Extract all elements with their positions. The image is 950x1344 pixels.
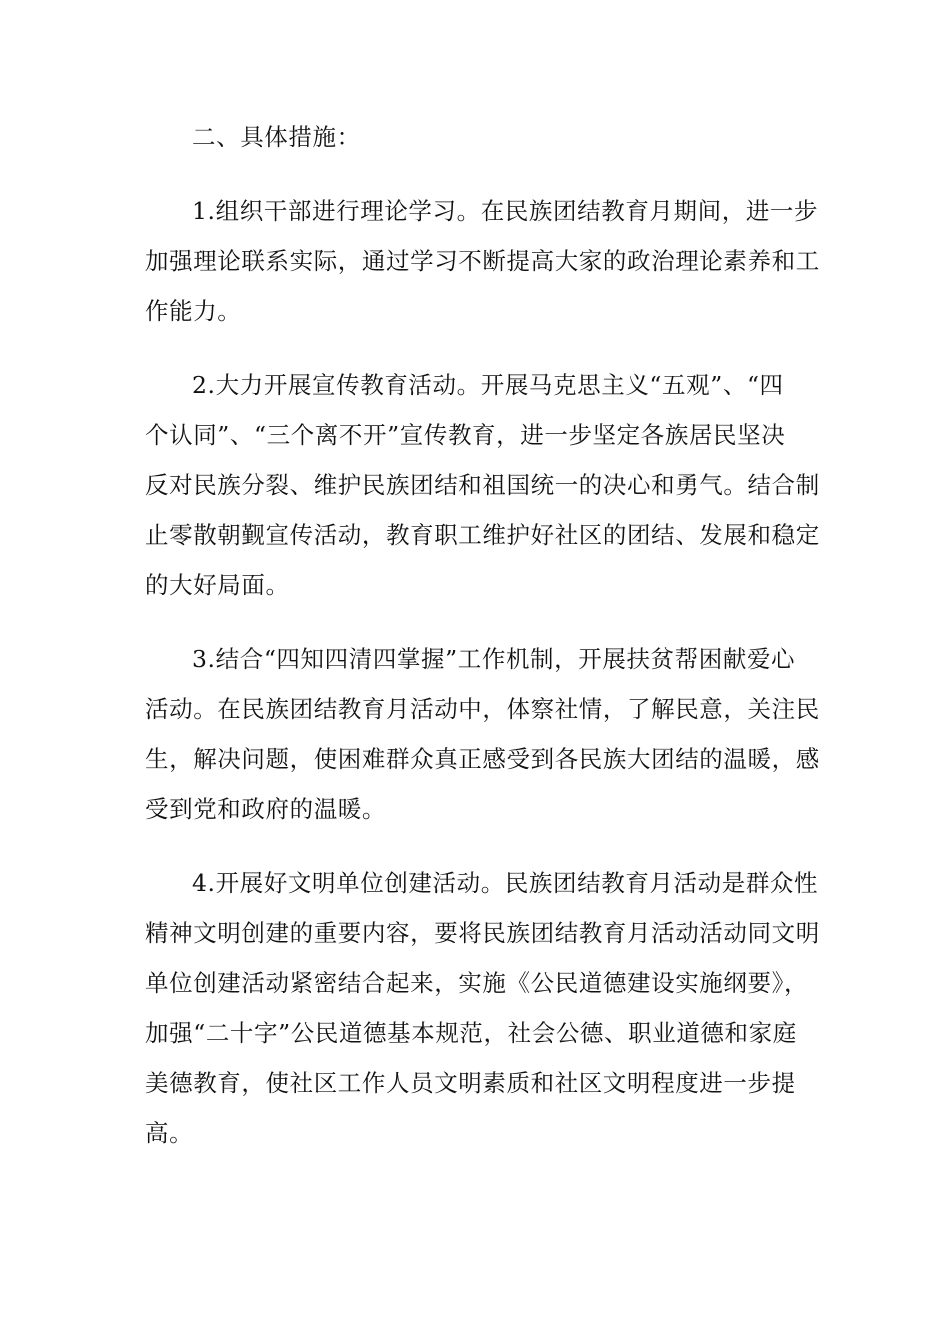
paragraph-line: 1.组织干部进行理论学习。在民族团结教育月期间，进一步 — [192, 197, 819, 225]
paragraph-2 — [145, 360, 820, 610]
paragraph-line: 个认同”、“三个离不开”宣传教育，进一步坚定各族居民坚决 — [145, 421, 786, 449]
section-heading: 二、具体措施： — [192, 123, 361, 151]
paragraph-line: 2.大力开展宣传教育活动。开展马克思主义“五观”、“四 — [192, 371, 784, 399]
paragraph-3 — [145, 634, 820, 834]
paragraph-line: 的大好局面。 — [145, 571, 290, 599]
paragraph-line: 活动。在民族团结教育月活动中，体察社情，了解民意，关注民 — [145, 695, 820, 723]
paragraph-line: 高。 — [145, 1119, 194, 1147]
paragraph-line: 加强“二十字”公民道德基本规范，社会公德、职业道德和家庭 — [145, 1019, 797, 1047]
paragraph-line: 作能力。 — [145, 297, 242, 325]
paragraph-line: 生，解决问题，使困难群众真正感受到各民族大团结的温暖，感 — [145, 745, 820, 773]
paragraph-line: 精神文明创建的重要内容，要将民族团结教育月活动活动同文明 — [145, 919, 820, 947]
paragraph-line: 受到党和政府的温暖。 — [145, 795, 386, 823]
paragraph-line: 美德教育，使社区工作人员文明素质和社区文明程度进一步提 — [145, 1069, 796, 1097]
paragraph-4 — [145, 858, 820, 1158]
paragraph-line: 3.结合“四知四清四掌握”工作机制，开展扶贫帮困献爱心 — [192, 645, 796, 673]
paragraph-line: 单位创建活动紧密结合起来，实施《公民道德建设实施纲要》， — [145, 969, 809, 997]
paragraph-line: 止零散朝觐宣传活动，教育职工维护好社区的团结、发展和稳定 — [145, 521, 820, 549]
paragraph-line: 4.开展好文明单位创建活动。民族团结教育月活动是群众性 — [192, 869, 819, 897]
paragraph-1 — [145, 186, 820, 336]
paragraph-line: 加强理论联系实际，通过学习不断提高大家的政治理论素养和工 — [145, 247, 820, 275]
paragraph-line: 反对民族分裂、维护民族团结和祖国统一的决心和勇气。结合制 — [145, 471, 820, 499]
document-body — [145, 112, 820, 1182]
